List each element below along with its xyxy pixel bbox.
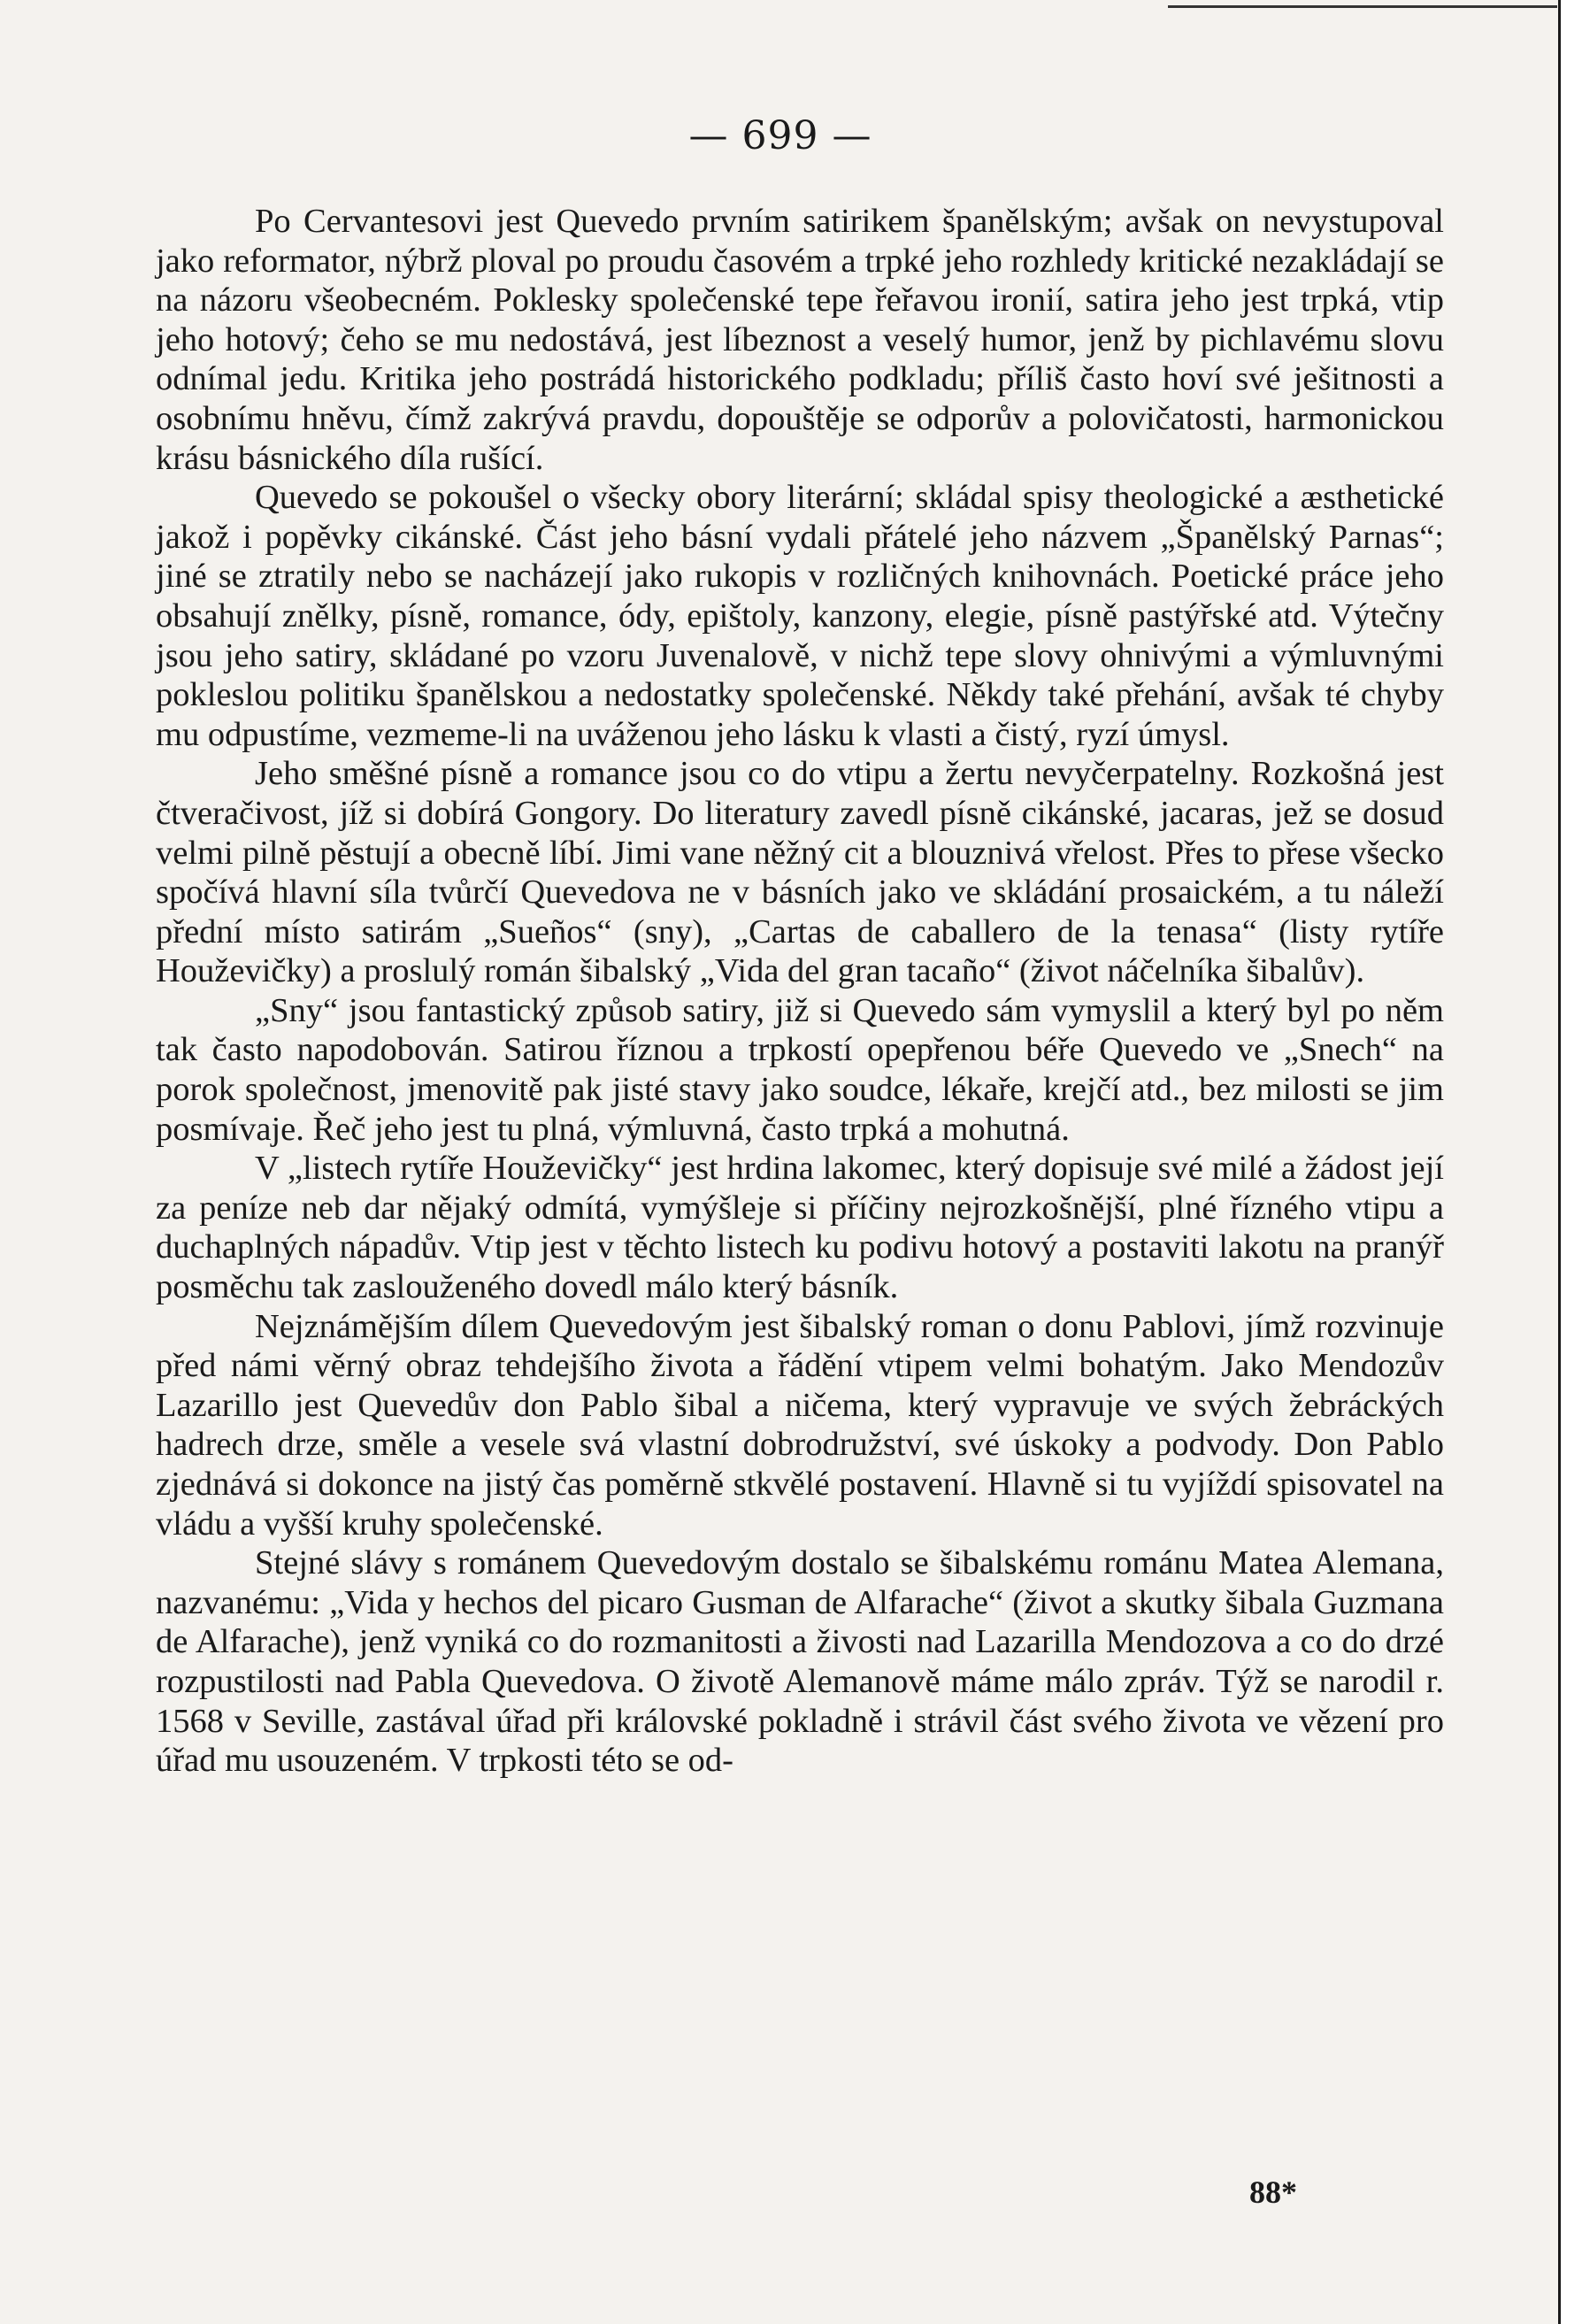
body-text: [156, 202, 1444, 1781]
signature-mark: 88*: [1249, 2174, 1297, 2210]
paragraph-4: „Sny“ jsou fantastický způsob satiry, již si Quevedo sám vymyslil a který byl po něm tak často napodobován. Satirou říznou a trpkostí opepřenou béře Quevedo ve „Snech“ na porok společnost, jmenovitě pak jisté stavy jako soudce, lékaře, krejčí atd., bez milosti se jim posmívaje. Řeč jeho jest tu plná, výmluvná, často trpká a mohutná.: [156, 991, 1444, 1148]
top-rule: [1168, 5, 1557, 8]
paragraph-3: Jeho směšné písně a romance jsou co do vtipu a žertu nevyčerpatelny. Rozkošná jest čtveračivost, jíž si dobírá Gongory. Do literatury zavedl písně cikánské, jacaras, jež se dosud velmi pilně pěstují a obecně líbí. Jimi vane něžný cit a blouznivá vřelost. Přes to přese všecko spočívá hlavní síla tvůrčí Quevedova ne v básních jako ve skládání prosaickém, a tu náleží přední místo satirám „Sueños“ (sny), „Cartas de caballero de la tenasa“ (listy rytíře Houževičky) a proslulý román šibalský „Vida del gran tacaño“ (život náčelníka šibalův).: [156, 755, 1444, 990]
paragraph-5: V „listech rytíře Houževičky“ jest hrdina lakomec, který dopisuje své milé a žádost její za peníze neb dar nějaký odmítá, vymýšleje si příčiny nejrozkošnější, plné řízného vtipu a duchaplných nápadův. Vtip jest v těchto listech ku podivu hotový a postaviti lakotu na pranýř posměchu tak zaslouženého dovedl málo který básník.: [156, 1150, 1444, 1306]
paragraph-1: Po Cervantesovi jest Quevedo prvním satirikem španělským; avšak on nevystupoval jako reformator, nýbrž ploval po proudu časovém a trpké jeho rozhledy kritické nezakládají se na názoru všeobecném. Poklesky společenské tepe řeřavou ironií, satira jeho jest trpká, vtip jeho hotový; čeho se mu nedostává, jest líbeznost a veselý humor, jenž by pichlavému slovu odnímal jedu. Kritika jeho postrádá historického podkladu; příliš často hoví své ješitnosti a osobnímu hněvu, čímž zakrývá pravdu, dopouštěje se odporův a polovičatosti, harmonickou krásu básnického díla rušící.: [156, 203, 1444, 477]
paragraph-2: Quevedo se pokoušel o všecky obory literární; skládal spisy theologické a æsthetické jakož i popěvky cikánské. Část jeho básní vydali přátelé jeho názvem „Španělský Parnas“; jiné se ztratily nebo se nacházejí jako rukopis v rozličných knihovnách. Poetické práce jeho obsahují znělky, písně, romance, ódy, epištoly, kanzony, elegie, písně pastýřské atd. Výtečny jsou jeho satiry, skládané po vzoru Juvenalově, v nichž tepe slovy ohnivými a výmluvnými pokleslou politiku španělskou a nedostatky společenské. Někdy také přehání, avšak té chyby mu odpustíme, vezmeme-li na uváženou jeho lásku k vlasti a čistý, ryzí úmysl.: [156, 479, 1444, 753]
paragraph-7: Stejné slávy s románem Quevedovým dostalo se šibalskému románu Matea Alemana, nazvanému: „Vida y hechos del picaro Gusman de Alfarache“ (život a skutky šibala Guzmana de Alfarache), jenž vyniká co do rozmanitosti a živosti nad Lazarilla Mendozova a co do drzé rozpustilosti nad Pabla Quevedova. O životě Alemanově máme málo zpráv. Týž se narodil r. 1568 v Seville, zastával úřad při královské pokladně i strávil část svého života ve vězení pro úřad mu usouzeném. V trpkosti této se od-: [156, 1544, 1444, 1780]
page-number: — 699 —: [688, 113, 872, 158]
paragraph-6: Nejznámějším dílem Quevedovým jest šibalský roman o donu Pablovi, jímž rozvinuje před námi věrný obraz tehdejšího života a řádění vtipem velmi bohatým. Jako Mendozův Lazarillo jest Quevedův don Pablo šibal a ničema, který vypravuje ve svých žebráckých hadrech drze, směle a vesele svá vlastní dobrodružství, své úskoky a podvody. Don Pablo zjednává si dokonce na jistý čas poměrně stkvělé postavení. Hlavně si tu vyjíždí spisovatel na vládu a vyšší kruhy společenské.: [156, 1307, 1444, 1543]
page-edge: [1561, 0, 1582, 2324]
